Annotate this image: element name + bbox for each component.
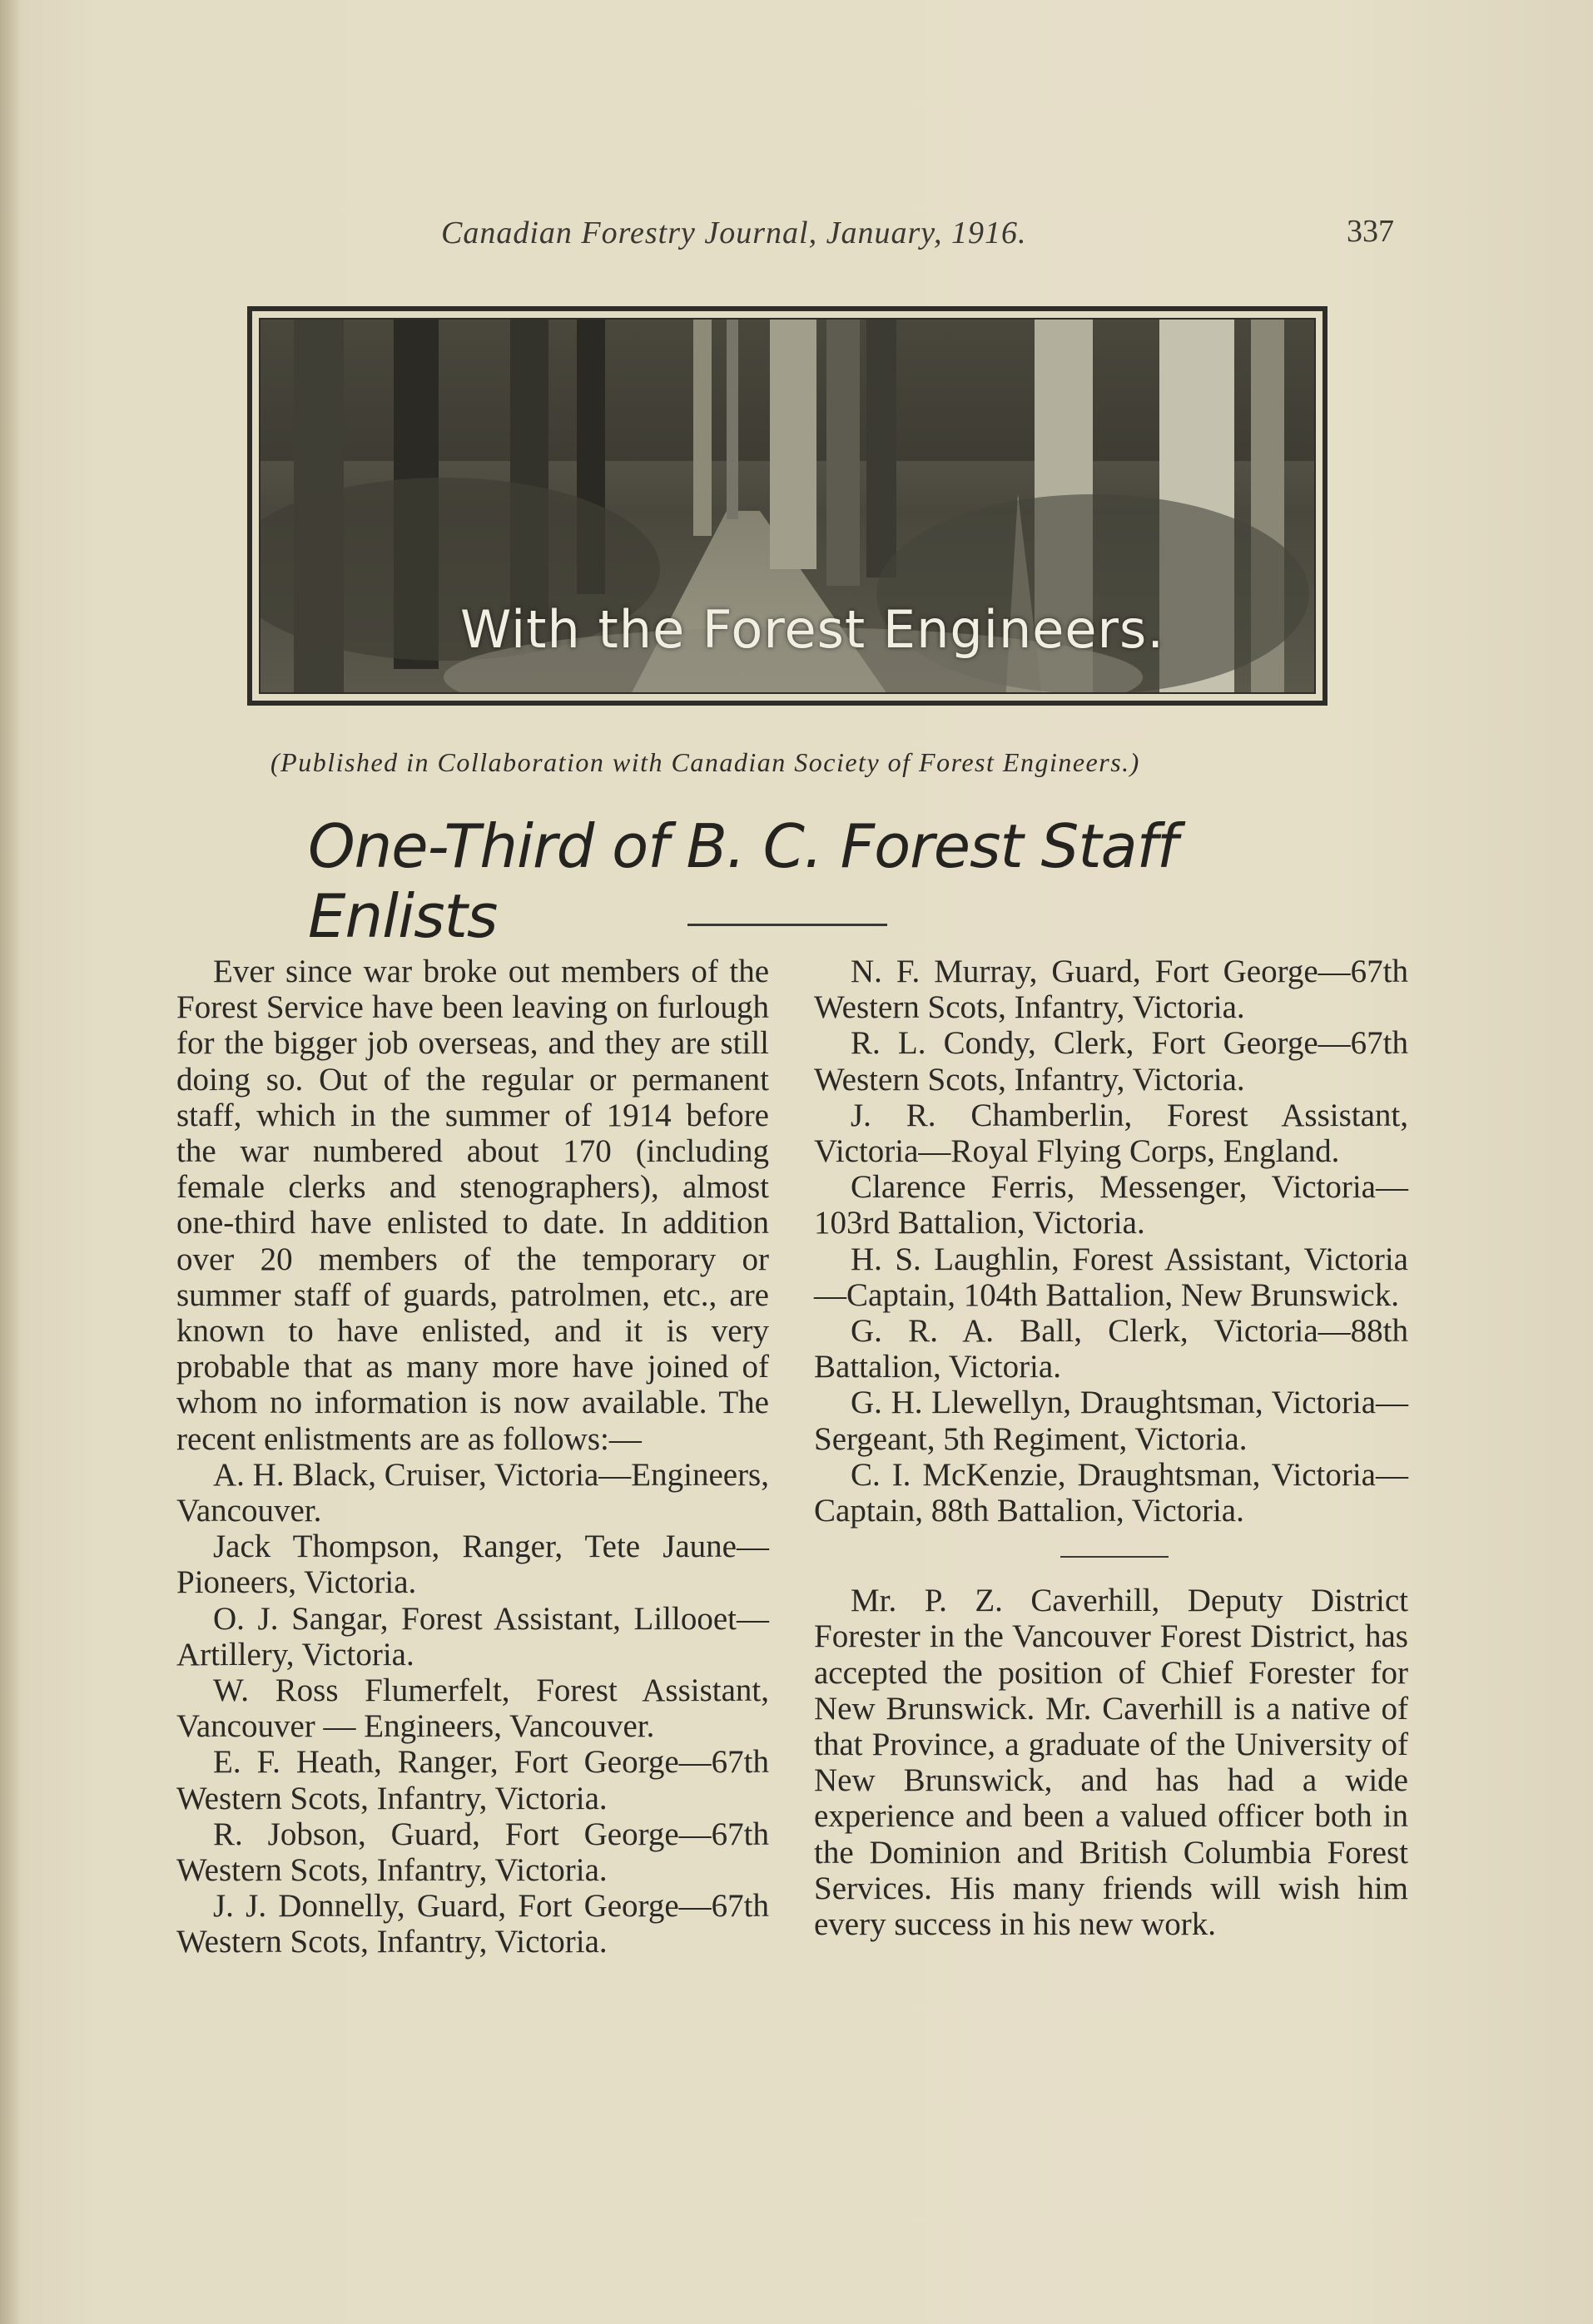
left-column [176,954,769,1960]
caverhill-note: Mr. P. Z. Caverhill, Deputy District Forester in the Vancouver Forest District, has accepted the position of Chief Forester for New Brunswick. Mr. Caverhill is a native of that Province, a graduate of the University of New Brunswick, and has had a wide experience and been a valued officer both in the Dominion and British Columbia Forest Services. His many friends will wish him every success in his new work. [814,1583,1408,1943]
collaboration-credit: (Published in Collaboration with Canadian Society of Forest Engineers.) [270,747,1140,777]
enlistment-entry: E. F. Heath, Ranger, Fort George—67th Western Scots, Infantry, Victoria. [176,1744,769,1816]
enlistment-entry: J. R. Chamberlin, Forest Assistant, Victoria—Royal Flying Corps, England. [814,1097,1408,1170]
page-edge-shadow [0,0,18,2324]
intro-paragraph: Ever since war broke out members of the Forest Service have been leaving on furlough for the bigger job overseas, and they are still doing so. Out of the regular or permanent staff, which in the summer of 1914 before the war numbered about 170 (including female clerks and stenographers), almost one-third have enlisted to date. In addition over 20 members of the temporary or summer staff of guards, patrolmen, etc., are known to have enlisted, and it is very probable that as many more have joined of whom no information is now available. The recent enlistments are as follows:— [176,954,769,1457]
enlistment-entry: O. J. Sangar, Forest Assistant, Lillooet—Artillery, Victoria. [176,1600,769,1672]
enlistment-entry: C. I. McKenzie, Draughtsman, Victoria—Captain, 88th Battalion, Victoria. [814,1456,1408,1529]
enlistment-entry: R. L. Condy, Clerk, Fort George—67th Western Scots, Infantry, Victoria. [814,1025,1408,1098]
headline-rule [687,924,887,926]
enlistment-entry: G. H. Llewellyn, Draughtsman, Victoria—Sergeant, 5th Regiment, Victoria. [814,1385,1408,1457]
enlistment-entry: Jack Thompson, Ranger, Tete Jaune—Pioneers, Victoria. [176,1529,769,1601]
enlistment-entry: A. H. Black, Cruiser, Victoria—Engineers, Vancouver. [176,1456,769,1529]
article-headline: One-Third of B. C. Forest Staff Enlists [308,811,1178,951]
enlistment-entry: R. Jobson, Guard, Fort George—67th Western Scots, Infantry, Victoria. [176,1816,769,1889]
enlistment-entry: N. F. Murray, Guard, Fort George—67th Western Scots, Infantry, Victoria. [814,954,1408,1026]
enlistment-entry: W. Ross Flumerfelt, Forest Assistant, Vancouver — Engineers, Vancouver. [176,1672,769,1745]
enlistment-entry: G. R. A. Ball, Clerk, Victoria—88th Battalion, Victoria. [814,1313,1408,1385]
section-divider [1060,1556,1169,1558]
enlistment-entry: Clarence Ferris, Messenger, Victoria—103rd Battalion, Victoria. [814,1169,1408,1241]
enlistment-entry: J. J. Donnelly, Guard, Fort George—67th Western Scots, Infantry, Victoria. [176,1888,769,1960]
forest-photo [259,318,1316,694]
section-banner [247,306,1328,706]
running-head: Canadian Forestry Journal, January, 1916. [441,216,1027,250]
enlistment-entry: H. S. Laughlin, Forest Assistant, Victoria—Captain, 104th Battalion, New Brunswick. [814,1241,1408,1313]
page-number: 337 [1347,214,1394,249]
banner-title: With the Forest Engineers. [460,599,1165,660]
right-column [814,954,1408,1942]
